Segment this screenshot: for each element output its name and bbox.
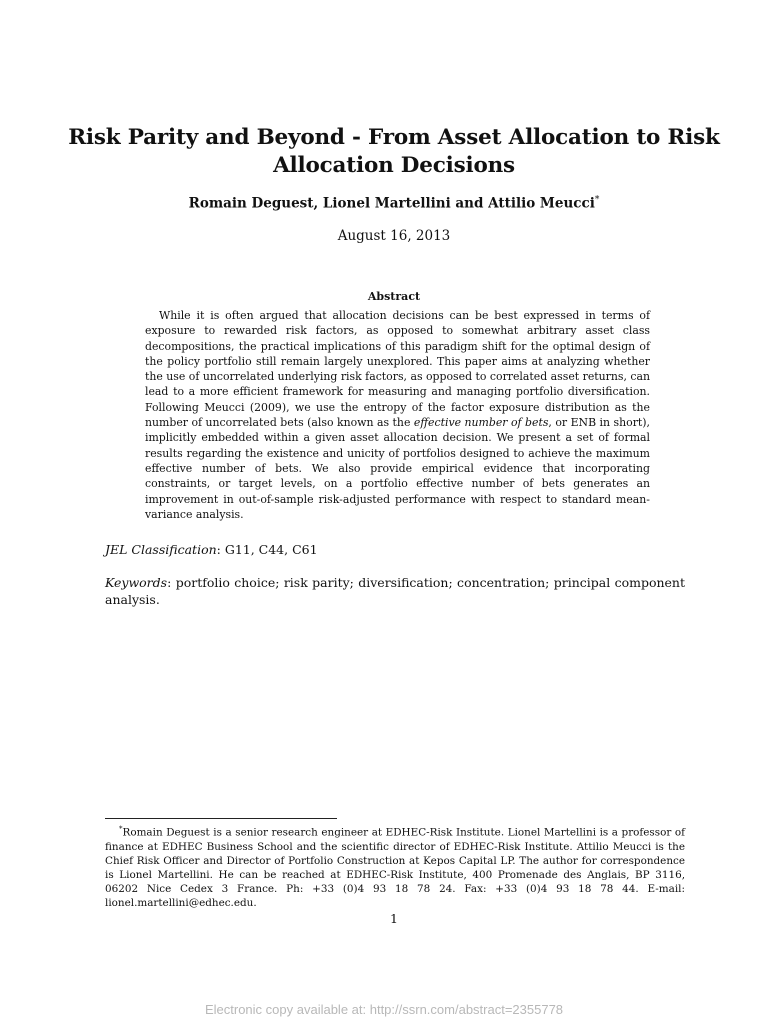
keywords-label: Keywords: [105, 575, 168, 590]
keywords-separator: :: [167, 575, 176, 590]
abstract-text-part-1: While it is often argued that allocation decisions can be best expressed in terms of exposure to rewarded risk factors, as opposed to somewhat arbitrary asset class decompositions, the practical implications of this paradigm shift for the optimal design of the policy portfolio still remain largely unexplored. This paper aims at analyzing whether the use of uncorrelated underlying risk factors, as opposed to correlated asset returns, can lead to a more efficient framework for measuring and managing portfolio diversification. Following Meucci (2009), we use the entropy of the factor exposure distribution as the number of uncorrelated bets (also known as the: [145, 309, 651, 430]
keywords-list: portfolio choice; risk parity; diversification; concentration; principal component analysis.: [105, 575, 685, 607]
abstract-heading: Abstract: [367, 290, 421, 303]
paper-title: Risk Parity and Beyond - From Asset Allocation to Risk Allocation Decisions: [68, 125, 720, 178]
publication-date: August 16, 2013: [337, 228, 451, 244]
abstract-emphasis: effective number of bets: [413, 416, 549, 430]
abstract-body: [145, 308, 650, 522]
jel-codes: G11, C44, C61: [224, 542, 318, 557]
jel-label: JEL Classification: [105, 542, 217, 557]
author-list: [60, 195, 728, 212]
footnote-divider: [105, 818, 337, 819]
jel-classification: [105, 542, 685, 557]
footnote-text: Romain Deguest is a senior research engineer at EDHEC-Risk Institute. Lionel Martellini is a professor of finance at EDHEC Business School and the scientific director of EDHEC-Risk Institute. Attilio Meucci is the Chief Risk Officer and Director of Portfolio Construction at Kepos Capital LP. The author for correspondence is Lionel Martellini. He can be reached at EDHEC-Risk Institute, 400 Promenade des Anglais, BP 3116, 06202 Nice Cedex 3 France. Ph: +33 (0)4 93 18 78 24. Fax: +33 (0)4 93 18 78 44. E-mail: lionel.martellini@edhec.edu.: [105, 826, 685, 910]
author-footnote: [105, 822, 685, 911]
author-footnote-mark: *: [594, 195, 600, 205]
abstract-text-part-2: , or ENB in short), implicitly embedded within a given asset allocation decision. We present a set of formal results regarding the existence and unicity of portfolios designed to achieve the maximum effective number of bets. We also provide empirical evidence that incorporating constraints, or target levels, on a portfolio effective number of bets generates an improvement in out-of-sample risk-adjusted performance with respect to standard mean-variance analysis.: [145, 416, 650, 521]
jel-separator: :: [216, 542, 225, 557]
page-number: 1: [390, 911, 398, 926]
keywords: [105, 574, 685, 608]
authors-text: Romain Deguest, Lionel Martellini and Attilio Meucci: [188, 195, 595, 212]
ssrn-watermark: Electronic copy available at: http://ssrn.com/abstract=2355778: [204, 1002, 564, 1017]
footnote-mark: *: [119, 825, 123, 833]
